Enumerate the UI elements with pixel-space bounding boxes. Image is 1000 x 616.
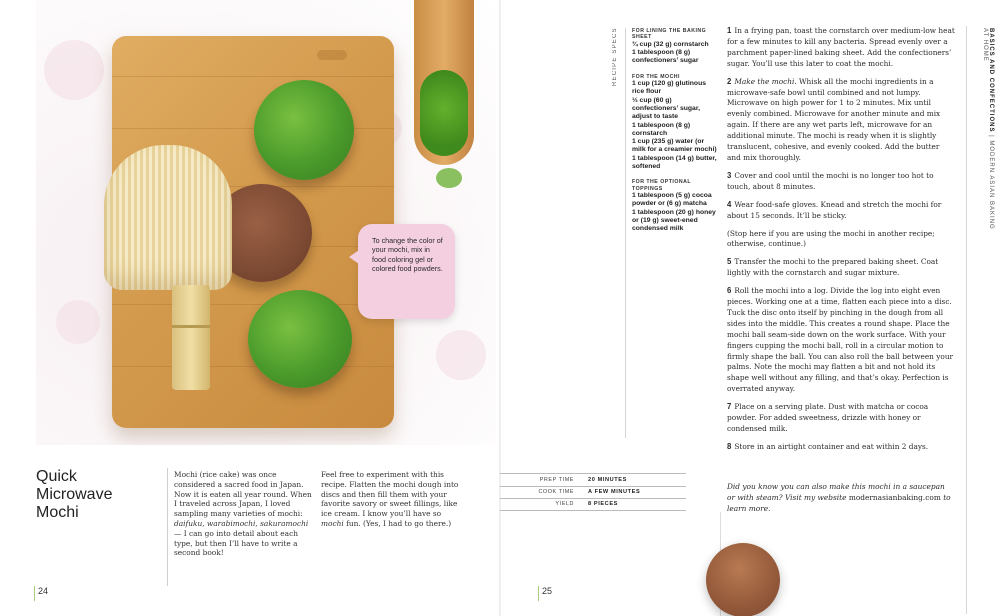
tip-text: Did you know you can also make this mochi in a saucepan or with steam? Visit my website <box>727 482 945 502</box>
method-step <box>727 77 955 164</box>
running-header: BASICS AND CONFECTIONS | MODERN ASIAN BAKING AT HOME <box>982 28 994 230</box>
time-label: PREP TIME <box>539 476 574 483</box>
ingredient-item: 1 cup (120 g) glutinous rice flour <box>632 80 707 96</box>
step-number: 5 <box>727 257 732 267</box>
method-step <box>727 286 955 395</box>
whisk-handle <box>172 285 210 390</box>
recipe-times-table <box>500 473 686 511</box>
spine-divider <box>966 26 967 614</box>
times-row <box>500 498 686 511</box>
ingredient-group-heading: FOR THE MOCHI <box>632 73 680 80</box>
blossom-decoration <box>56 300 100 344</box>
tip-text: to learn more. <box>727 492 951 513</box>
step-text: Whisk all the mochi ingredients in a microwave-safe bowl until combined and not lumpy. Microwave on high power for 1 to 2 minutes. Mix until evenly combined. Microwave for another minute and mix again. If there are any wet parts left, microwave for an additional minute. The mochi is ready when it is slightly translucent, cohesive, and evenly cooked. Add the butter and mix thoroughly. <box>727 76 941 162</box>
column-divider <box>167 468 168 586</box>
callout-text: To change the color of your mochi, mix in food coloring gel or colored food powders. <box>372 236 443 274</box>
cocoa-mochi-photo <box>706 543 780 616</box>
book-title: MODERN ASIAN BAKING AT HOME <box>982 28 994 230</box>
time-label: COOK TIME <box>538 489 574 496</box>
folio-marker <box>34 586 35 601</box>
ingredient-item: ⅓ cup (60 g) confectioners’ sugar, adjust to taste <box>632 96 700 121</box>
method-step <box>727 200 955 222</box>
gutter <box>499 0 501 616</box>
step-number: 6 <box>727 286 732 296</box>
bamboo-whisk <box>104 145 232 290</box>
folio-marker <box>538 586 539 601</box>
intro-italic: daifuku, warabimochi, sakuramochi <box>174 518 309 528</box>
intro-text: Feel free to experiment with this recipe. Flatten the mochi dough into discs and then fill them with your favorite savory or sweet fillings, like ice cream. I know you’ll have so <box>321 470 459 519</box>
step-text: Place on a serving plate. Dust with matcha or cocoa powder. For added sweetness, drizzle with honey or condensed milk. <box>727 402 929 433</box>
times-row <box>500 473 686 486</box>
ingredient-item: 1 tablespoon (14 g) butter, softened <box>632 154 717 171</box>
step-lead: Make the mochi. <box>734 76 797 86</box>
recipe-specs-label: RECIPE SPECS <box>612 27 618 86</box>
board-handle-hole <box>317 50 347 60</box>
step-text: Wear food-safe gloves. Knead and stretch the mochi for about 15 seconds. It’ll be sticky. <box>727 199 942 220</box>
matcha-mochi <box>248 290 352 388</box>
ingredient-group-heading: FOR LINING THE BAKING SHEET <box>632 28 707 41</box>
blossom-decoration <box>44 40 104 100</box>
ingredient-item: 1 tablespoon (8 g) cornstarch <box>632 121 691 137</box>
ingredient-item: ¾ cup (32 g) cornstarch <box>632 40 709 48</box>
intro-text: Mochi (rice cake) was once considered a sacred food in Japan. Now it is eaten all year round. When I traveled across Japan, I loved sampling many varieties of mochi: <box>174 470 312 519</box>
method-step <box>727 442 955 453</box>
matcha-powder-scoop <box>420 70 468 156</box>
step-text: In a frying pan, toast the cornstarch over medium-low heat for a few minutes to kill any bacteria. Spread evenly over a parchment paper-lined baking sheet. Add the confectioners’ sugar. You’ll use this later to coat the mochi. <box>727 26 955 68</box>
page-number-right: 25 <box>542 586 553 596</box>
times-row <box>500 486 686 499</box>
section-name: BASICS AND CONFECTIONS <box>988 28 994 133</box>
specs-divider <box>625 28 626 438</box>
recipe-title: Quick Microwave Mochi <box>36 468 113 521</box>
step-number: 8 <box>727 441 732 451</box>
time-value: A FEW MINUTES <box>588 489 641 496</box>
step-number: 3 <box>727 170 732 180</box>
matcha-powder-spill <box>436 168 462 188</box>
step-number: 2 <box>727 76 732 86</box>
step-number: 1 <box>727 26 732 35</box>
time-value: 8 PIECES <box>588 501 618 508</box>
ingredient-item: 1 tablespoon (8 g) confectioners’ sugar <box>632 49 699 65</box>
method-note <box>727 229 955 251</box>
ingredient-group <box>632 74 717 172</box>
step-text: (Stop here if you are using the mochi in another recipe; otherwise, continue.) <box>727 228 935 249</box>
intro-italic: mochi <box>321 518 344 528</box>
page-number-left: 24 <box>38 586 49 596</box>
ingredient-group <box>632 28 717 66</box>
mochi-photo <box>36 0 496 445</box>
step-text: Store in an airtight container and eat within 2 days. <box>734 441 929 451</box>
intro-text: — I can go into detail about each type, but then I’ll have to write a second book! <box>174 528 298 558</box>
blossom-decoration <box>436 330 486 380</box>
method-steps <box>727 26 955 460</box>
time-value: 20 MINUTES <box>588 476 627 483</box>
color-tip-callout <box>358 224 455 319</box>
ingredient-item: 1 cup (235 g) water (or milk for a creamier mochi) <box>632 138 717 154</box>
ingredient-item: 1 tablespoon (20 g) honey or (19 g) sweet-ened condensed milk <box>632 208 716 233</box>
step-text: Transfer the mochi to the prepared baking sheet. Coat lightly with the cornstarch and sugar mixture. <box>727 257 939 278</box>
ingredient-group-heading: FOR THE OPTIONAL TOPPINGS <box>632 179 691 192</box>
ingredient-list <box>632 28 717 242</box>
method-step <box>727 402 955 435</box>
step-text: Cover and cool until the mochi is no longer too hot to touch, about 8 minutes. <box>727 170 934 191</box>
method-step <box>727 257 955 279</box>
step-text: Roll the mochi into a log. Divide the log into eight even pieces. Working one at a time, flatten each piece into a disc. Tuck the disc onto itself by pinching in the dough from all sides into the middle. This creates a round shape. Place the mochi ball seam-side down on the work surface. With your fingers cupping the mochi ball, roll in a circular motion to firmly shape the ball. You can also roll the ball between your palms. Note the mochi may flatten a bit and not hold its shape well without any filling, and that’s okay. Perfection is overrated anyway. <box>727 286 954 394</box>
intro-text: fun. (Yes, I had to go there.) <box>343 518 452 528</box>
website-tip <box>727 482 955 515</box>
method-step <box>727 26 955 70</box>
method-step <box>727 171 955 193</box>
intro-paragraph-1 <box>174 470 314 558</box>
matcha-mochi <box>254 80 354 180</box>
intro-paragraph-2 <box>321 470 463 529</box>
website-link[interactable]: modernasianbaking.com <box>848 492 941 502</box>
ingredient-group <box>632 179 717 233</box>
step-number: 7 <box>727 402 732 412</box>
time-label: YIELD <box>555 501 574 508</box>
ingredient-item: 1 tablespoon (5 g) cocoa powder or (6 g) matcha <box>632 192 712 208</box>
step-number: 4 <box>727 199 732 209</box>
